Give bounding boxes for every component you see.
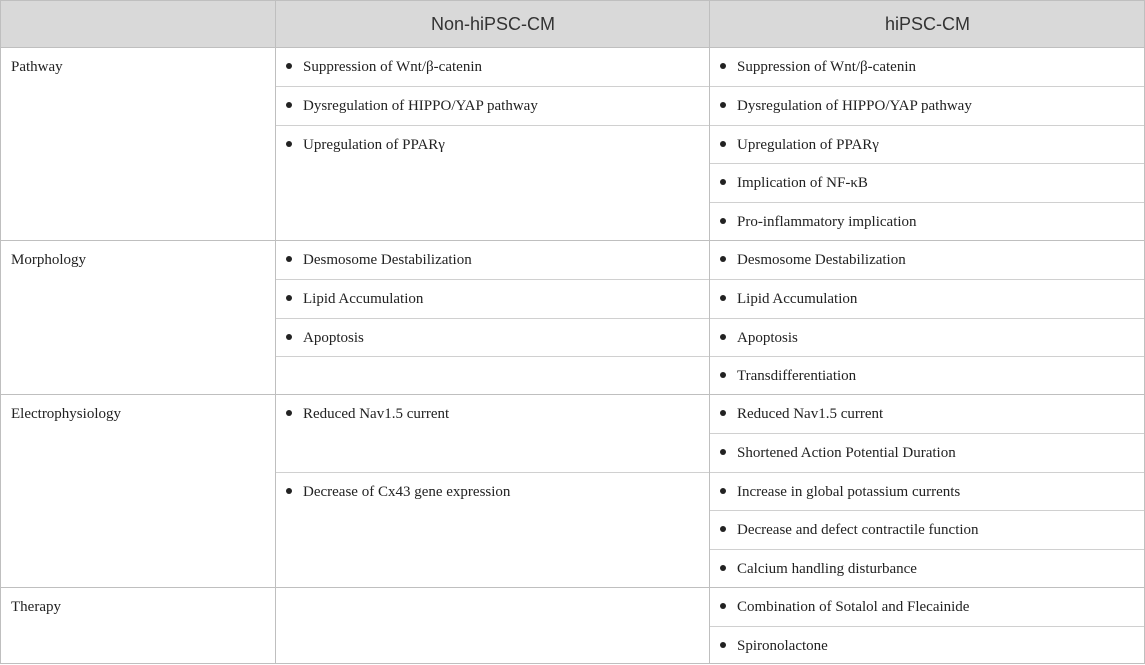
section-electrophysiology bbox=[1, 395, 1144, 588]
table-cell bbox=[710, 626, 1144, 663]
list-item bbox=[720, 280, 857, 318]
hipsc-column bbox=[709, 395, 1144, 587]
table-cell bbox=[276, 472, 709, 587]
bullet-icon bbox=[286, 141, 292, 147]
item-text: Decrease of Cx43 gene expression bbox=[303, 484, 511, 500]
table-cell-empty bbox=[276, 588, 709, 663]
item-text: Dysregulation of HIPPO/YAP pathway bbox=[303, 98, 538, 114]
table-cell bbox=[710, 241, 1144, 279]
list-item bbox=[720, 87, 972, 125]
bullet-icon bbox=[720, 410, 726, 416]
bullet-icon bbox=[720, 488, 726, 494]
table-cell bbox=[710, 549, 1144, 587]
item-text: Shortened Action Potential Duration bbox=[737, 445, 956, 461]
list-item bbox=[720, 550, 917, 588]
non-hipsc-column bbox=[275, 48, 709, 240]
list-item bbox=[720, 395, 883, 433]
table-cell bbox=[276, 48, 709, 86]
item-text: Lipid Accumulation bbox=[303, 291, 424, 307]
item-text: Transdifferentiation bbox=[737, 368, 857, 384]
table-cell bbox=[710, 48, 1144, 86]
item-text: Apoptosis bbox=[737, 330, 798, 346]
table-header bbox=[1, 1, 1144, 48]
table-cell bbox=[276, 86, 709, 125]
bullet-icon bbox=[720, 334, 726, 340]
header-cell-hipsc: hiPSC-CM bbox=[709, 1, 1145, 47]
bullet-icon bbox=[720, 372, 726, 378]
bullet-icon bbox=[720, 141, 726, 147]
list-item bbox=[720, 511, 979, 549]
item-text: Reduced Nav1.5 current bbox=[303, 406, 450, 422]
list-item bbox=[720, 48, 916, 86]
table-cell bbox=[710, 318, 1144, 356]
list-item bbox=[286, 473, 510, 511]
list-item bbox=[286, 87, 538, 125]
item-text: Upregulation of PPARγ bbox=[303, 137, 445, 153]
item-text: Combination of Sotalol and Flecainide bbox=[737, 599, 970, 615]
table-cell bbox=[710, 356, 1144, 394]
bullet-icon bbox=[720, 179, 726, 185]
item-text: Spironolactone bbox=[737, 638, 828, 654]
item-text: Suppression of Wnt/β-catenin bbox=[737, 59, 916, 75]
item-text: Desmosome Destabilization bbox=[303, 252, 472, 268]
table-cell bbox=[276, 241, 709, 279]
bullet-icon bbox=[720, 295, 726, 301]
bullet-icon bbox=[720, 565, 726, 571]
non-hipsc-column bbox=[275, 588, 709, 663]
bullet-icon bbox=[286, 295, 292, 301]
list-item bbox=[720, 164, 868, 202]
list-item bbox=[720, 241, 906, 279]
row-label: Morphology bbox=[11, 252, 86, 268]
bullet-icon bbox=[720, 256, 726, 262]
item-text: Desmosome Destabilization bbox=[737, 252, 906, 268]
header-cell-non-hipsc: Non-hiPSC-CM bbox=[275, 1, 710, 47]
item-text: Implication of NF-κB bbox=[737, 175, 868, 191]
section-therapy bbox=[1, 588, 1144, 663]
table-cell bbox=[710, 125, 1144, 163]
item-text: Suppression of Wnt/β-catenin bbox=[303, 59, 482, 75]
table-cell bbox=[276, 395, 709, 472]
bullet-icon bbox=[720, 63, 726, 69]
bullet-icon bbox=[286, 410, 292, 416]
bullet-icon bbox=[286, 488, 292, 494]
section-pathway bbox=[1, 48, 1144, 241]
item-text: Apoptosis bbox=[303, 330, 364, 346]
table-cell bbox=[710, 510, 1144, 549]
list-item bbox=[286, 395, 449, 433]
table-cell bbox=[276, 125, 709, 240]
table-cell bbox=[710, 202, 1144, 240]
list-item bbox=[720, 588, 969, 626]
list-item bbox=[286, 48, 482, 86]
table-cell bbox=[276, 318, 709, 356]
bullet-icon bbox=[720, 603, 726, 609]
item-text: Dysregulation of HIPPO/YAP pathway bbox=[737, 98, 972, 114]
hipsc-column bbox=[709, 588, 1144, 663]
item-text: Reduced Nav1.5 current bbox=[737, 406, 884, 422]
list-item bbox=[720, 126, 879, 164]
table-cell bbox=[710, 433, 1144, 472]
table-cell bbox=[710, 279, 1144, 318]
bullet-icon bbox=[720, 102, 726, 108]
bullet-icon bbox=[286, 63, 292, 69]
list-item bbox=[286, 280, 423, 318]
row-label: Pathway bbox=[11, 59, 63, 75]
section-morphology bbox=[1, 241, 1144, 395]
bullet-icon bbox=[286, 102, 292, 108]
list-item bbox=[720, 319, 798, 357]
table-cell bbox=[710, 163, 1144, 202]
table-cell bbox=[710, 395, 1144, 433]
hipsc-column bbox=[709, 241, 1144, 394]
list-item bbox=[720, 627, 828, 665]
header-cell-empty bbox=[1, 1, 275, 47]
table-cell-empty bbox=[276, 356, 709, 394]
item-text: Calcium handling disturbance bbox=[737, 561, 917, 577]
bullet-icon bbox=[720, 526, 726, 532]
table-cell bbox=[710, 86, 1144, 125]
non-hipsc-column bbox=[275, 241, 709, 394]
bullet-icon bbox=[286, 334, 292, 340]
list-item bbox=[720, 357, 856, 395]
list-item bbox=[720, 203, 917, 241]
bullet-icon bbox=[286, 256, 292, 262]
table-cell bbox=[276, 279, 709, 318]
item-text: Upregulation of PPARγ bbox=[737, 137, 879, 153]
table-cell bbox=[710, 588, 1144, 626]
bullet-icon bbox=[720, 449, 726, 455]
bullet-icon bbox=[720, 642, 726, 648]
row-label: Electrophysiology bbox=[11, 406, 121, 422]
list-item bbox=[286, 126, 445, 164]
item-text: Pro-inflammatory implication bbox=[737, 214, 917, 230]
non-hipsc-column bbox=[275, 395, 709, 587]
item-text: Decrease and defect contractile function bbox=[737, 522, 979, 538]
list-item bbox=[286, 319, 364, 357]
row-label: Therapy bbox=[11, 599, 61, 615]
list-item bbox=[286, 241, 472, 279]
list-item bbox=[720, 434, 956, 472]
list-item bbox=[720, 473, 960, 511]
hipsc-column bbox=[709, 48, 1144, 240]
bullet-icon bbox=[720, 218, 726, 224]
item-text: Lipid Accumulation bbox=[737, 291, 858, 307]
table-cell bbox=[710, 472, 1144, 510]
item-text: Increase in global potassium currents bbox=[737, 484, 961, 500]
